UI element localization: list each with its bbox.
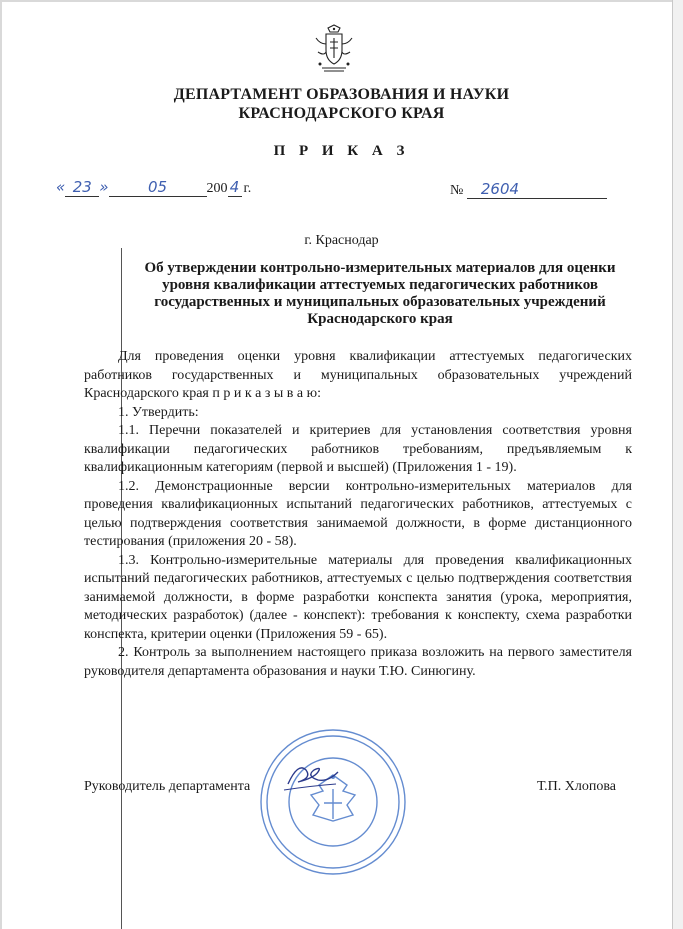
body-paragraph: Для проведения оценки уровня квалификации аттестуемых педагогических работников государственных и муниципальных образовательных учреждений Краснодарского края п р и к а з ы в а ю: [84,349,632,401]
subject-line: Краснодарского края [307,311,453,327]
document-type-title: П Р И К А З [273,143,410,159]
order-date [56,178,251,197]
order-subject [110,260,650,328]
official-stamp [258,727,408,877]
page-top-edge [0,0,683,2]
body-paragraph: 1.3. Контрольно-измерительные материалы для проведения квалификационных испытаний педагогических работников, аттестуемых с целью подтверждения соответствия занимаемой должности, в форме разработки конспекта занятия (урока, мероприятия, методических разработок) (далее - конспект): требования к конспекту, схема разработки конспекта, критерии оценки (Приложения 59 - 65). [84,552,632,642]
scrollbar[interactable] [672,0,683,929]
date-month: 05 [109,178,207,197]
number-sign: № [450,183,464,198]
city-line: г. Краснодар [304,233,379,248]
body-paragraph: 1.2. Демонстрационные версии контрольно-измерительных материалов для проведения квалификационных испытаний педагогических работников, аттестуемых с целью подтверждения соответствия занимаемой должности, в форме дистанционного тестирования (приложения 20 - 58). [84,478,632,549]
body-paragraph: 2. Контроль за выполнением настоящего приказа возложить на первого заместителя руководителя департамента образования и науки Т.Ю. Синюгину. [84,645,632,679]
signatory-name: Т.П. Хлопова [537,779,616,794]
page-left-edge [0,0,2,929]
coat-of-arms-icon [312,24,356,74]
signatory-position: Руководитель департамента [84,779,251,794]
handwritten-signature [282,760,342,794]
number-value: 2604 [467,180,607,199]
date-year-unit: г. [243,181,252,196]
subject-line: уровня квалификации аттестуемых педагогических работников [162,277,598,293]
date-open-quote: « [56,178,66,196]
date-day: 23 [65,178,99,197]
body-paragraph: 1. Утвердить: [118,404,199,420]
body-paragraph: 1.1. Перечни показателей и критериев для установления соответствия уровня квалификации педагогических работников требованиям, предъявляемым к квалификационным категориям (первой и высшей) (Приложения 1 - 19). [84,423,632,475]
department-name-line1: ДЕПАРТАМЕНТ ОБРАЗОВАНИЯ И НАУКИ [173,86,510,103]
department-name-line2: КРАСНОДАРСКОГО КРАЯ [238,105,445,122]
subject-line: Об утверждении контрольно-измерительных материалов для оценки [144,260,616,276]
subject-line: государственных и муниципальных образовательных учреждений [154,294,606,310]
date-year-prefix: 200 [206,181,228,196]
date-year-suffix: 4 [228,178,242,197]
order-body [84,348,632,681]
order-number [450,180,607,199]
date-close-quote: » [99,178,109,196]
